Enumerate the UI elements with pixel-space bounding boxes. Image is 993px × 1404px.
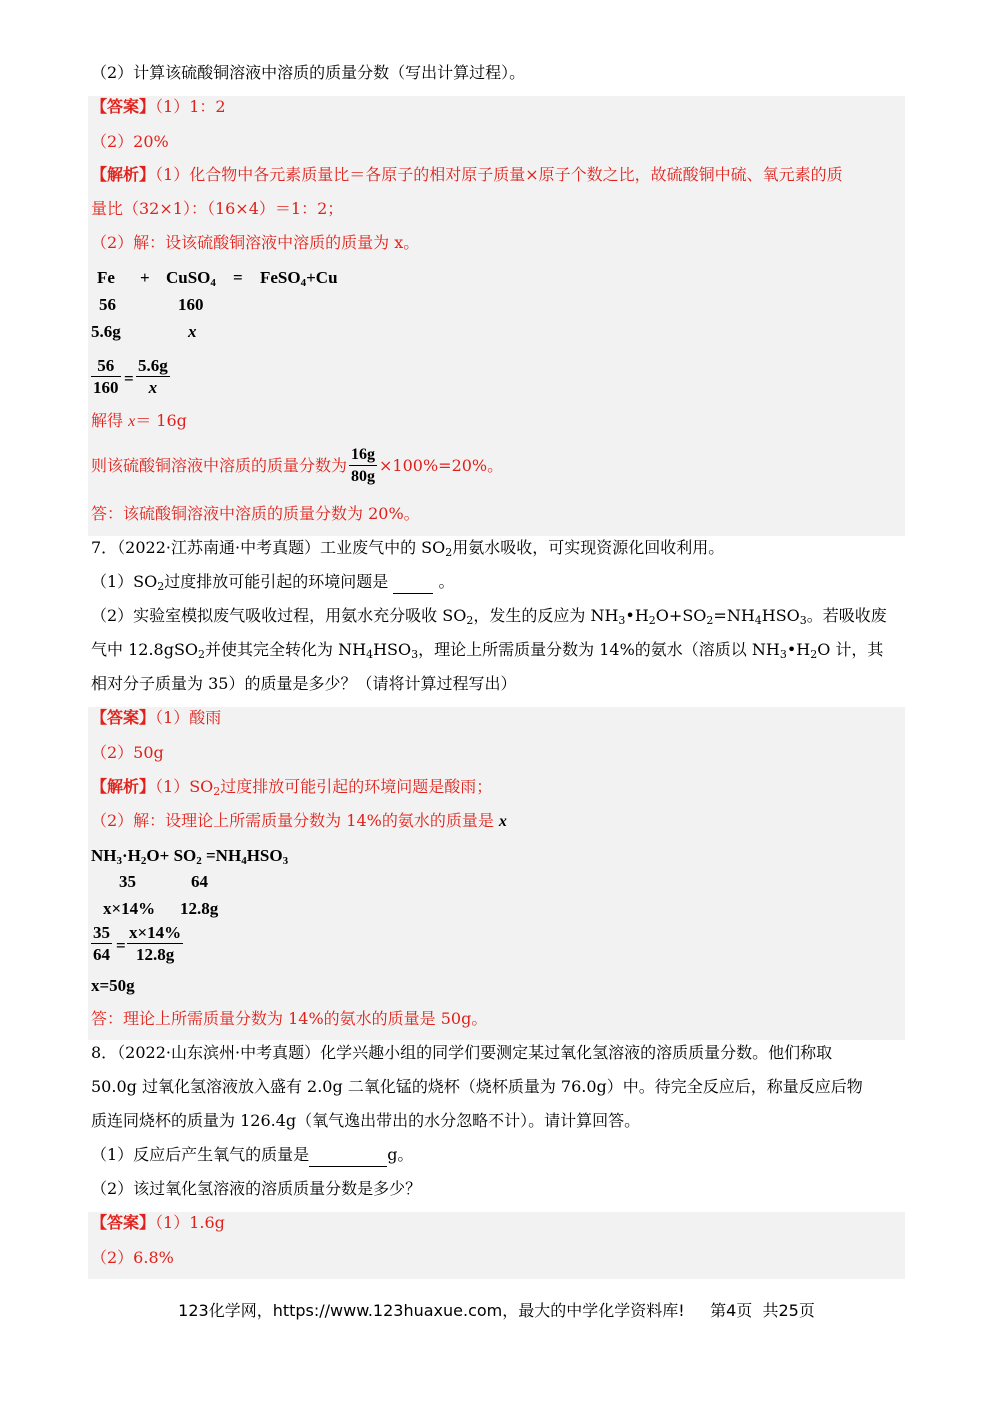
q7-mass-nh3: 35 bbox=[119, 872, 136, 891]
q8-blank[interactable] bbox=[309, 1144, 387, 1167]
q7-part1: $(1)SO_2$过度排放可能引起的环境问题是 。 bbox=[91, 572, 455, 593]
answer-text: （1）1：2 bbox=[155, 97, 226, 116]
q6-final-answer: 答：该硫酸铜溶液中溶质的质量分数为 20%。 bbox=[91, 504, 420, 523]
q6-analysis-part2: （2）解：设该硫酸铜溶液中溶质的质量为 x。 bbox=[91, 233, 420, 252]
q7-fraction-equals: = bbox=[116, 936, 126, 955]
q6-mass-cuso4: 160 bbox=[178, 295, 204, 314]
q6-given-fe: 5.6g bbox=[91, 322, 121, 341]
q8-part2: （2）该过氧化氢溶液的溶质质量分数是多少？ bbox=[91, 1179, 422, 1198]
q6-part2: （2）计算该硫酸铜溶液中溶质的质量分数（写出计算过程）。 bbox=[91, 63, 526, 82]
q7-answer-box bbox=[88, 707, 905, 1040]
q7-answer-line1: 【答案】（1）酸雨 bbox=[91, 708, 222, 727]
q7-part2-line1: （2）实验室模拟废气吸收过程，用氨水充分吸收 $SO_2$，发生的反应为 $NH_3•H_2O+SO_2=NH_4HSO_3$。若吸收废 bbox=[91, 606, 887, 627]
q7-given-so2: 12.8g bbox=[180, 899, 219, 918]
q6-analysis-line2: 量比（32×1）：（16×4）＝1：2； bbox=[91, 199, 344, 218]
q6-eq-equals: = bbox=[233, 268, 243, 287]
analysis-text: （1）化合物中各元素质量比＝各原子的相对原子质量×原子个数之比，故硫酸铜中硫、氧元素的质 bbox=[155, 165, 843, 184]
q7-equation: $NH_3\cdot H_2O+ SO_2 =NH_4HSO_3$ bbox=[91, 846, 289, 867]
q7-blank[interactable] bbox=[393, 571, 433, 594]
answer-tag: 【答案】 bbox=[91, 97, 156, 116]
q7-answer-line2: （2）50g bbox=[91, 743, 164, 762]
q6-fraction-left: $\frac{56}{160}$ bbox=[93, 356, 119, 397]
q8-stem-line2: 50.0g 过氧化氢溶液放入盛有 2.0g 二氧化锰的烧杯（烧杯质量为 76.0g）中。待完全反应后，称量反应后物 bbox=[91, 1077, 863, 1096]
q7-solve: x=50g bbox=[91, 976, 135, 995]
q6-result: 则该硫酸铜溶液中溶质的质量分数为 $\frac{16g}{80g}$ ×100%=20%。 bbox=[91, 444, 503, 488]
page-footer: 123化学网，https://www.123huaxue.com，最大的中学化学资料库! 第4页 共25页 bbox=[178, 1301, 815, 1320]
q6-answer-line1 bbox=[91, 96, 226, 118]
q6-eq-cuso4: CuSO$_4$ bbox=[166, 268, 216, 289]
q7-analysis-line1: 【解析】$(1)SO_2$过度排放可能引起的环境问题是酸雨； bbox=[91, 777, 493, 798]
q7-final-answer: 答：理论上所需质量分数为 14%的氨水的质量是 50g。 bbox=[91, 1009, 488, 1028]
q6-fraction-equals: = bbox=[124, 369, 134, 388]
q6-fraction-right: $\frac{5.6g}{x}$ bbox=[138, 356, 168, 397]
q6-given-x: x bbox=[188, 322, 197, 341]
q7-stem: 7．（2022·江苏南通·中考真题）工业废气中的 $SO_2$用氨水吸收，可实现资源化回收利用。 bbox=[91, 538, 725, 559]
q6-eq-fe: Fe bbox=[97, 268, 115, 287]
q6-eq-plus: + bbox=[140, 268, 150, 287]
q7-fraction-left: $\frac{35}{64}$ bbox=[93, 923, 110, 964]
q8-answer-line2: （2）6.8% bbox=[91, 1248, 174, 1267]
q7-mass-so2: 64 bbox=[191, 872, 208, 891]
q6-solve: 解得 x＝ 16g bbox=[91, 411, 187, 430]
q8-stem-line3: 质连同烧杯的质量为 126.4g（氧气逸出带出的水分忽略不计）。请计算回答。 bbox=[91, 1111, 641, 1130]
q6-eq-products: FeSO$_4$+Cu bbox=[260, 268, 338, 289]
q7-analysis-part2: （2）解：设理论上所需质量分数为 14%的氨水的质量是 x bbox=[91, 811, 507, 830]
q7-given-x: x×14% bbox=[103, 899, 156, 918]
q6-answer-line2: （2）20% bbox=[91, 132, 169, 151]
q7-part2-line2: 气中 12.8gSO$_2$并使其完全转化为 $NH_4HSO_3$，理论上所需质量分数为 14%的氨水（溶质以 $NH_3•H_2O$ 计，其 bbox=[91, 640, 884, 661]
q7-fraction-right: $\frac{x\times 14\%}{12.8g}$ bbox=[129, 923, 182, 964]
q6-analysis-line1 bbox=[91, 164, 843, 186]
q8-part1: （1）反应后产生氧气的质量是 g。 bbox=[91, 1144, 413, 1167]
analysis-tag: 【解析】 bbox=[91, 165, 156, 184]
q6-result-fraction: $\frac{16g}{80g}$ bbox=[351, 446, 376, 485]
q6-mass-fe: 56 bbox=[99, 295, 116, 314]
q7-part2-line3: 相对分子质量为 35）的质量是多少？（请将计算过程写出） bbox=[91, 674, 517, 693]
q8-answer-line1: 【答案】（1）1.6g bbox=[91, 1213, 225, 1232]
q8-stem-line1: 8．（2022·山东滨州·中考真题）化学兴趣小组的同学们要测定某过氧化氢溶液的溶质质量分数。他们称取 bbox=[91, 1043, 833, 1062]
